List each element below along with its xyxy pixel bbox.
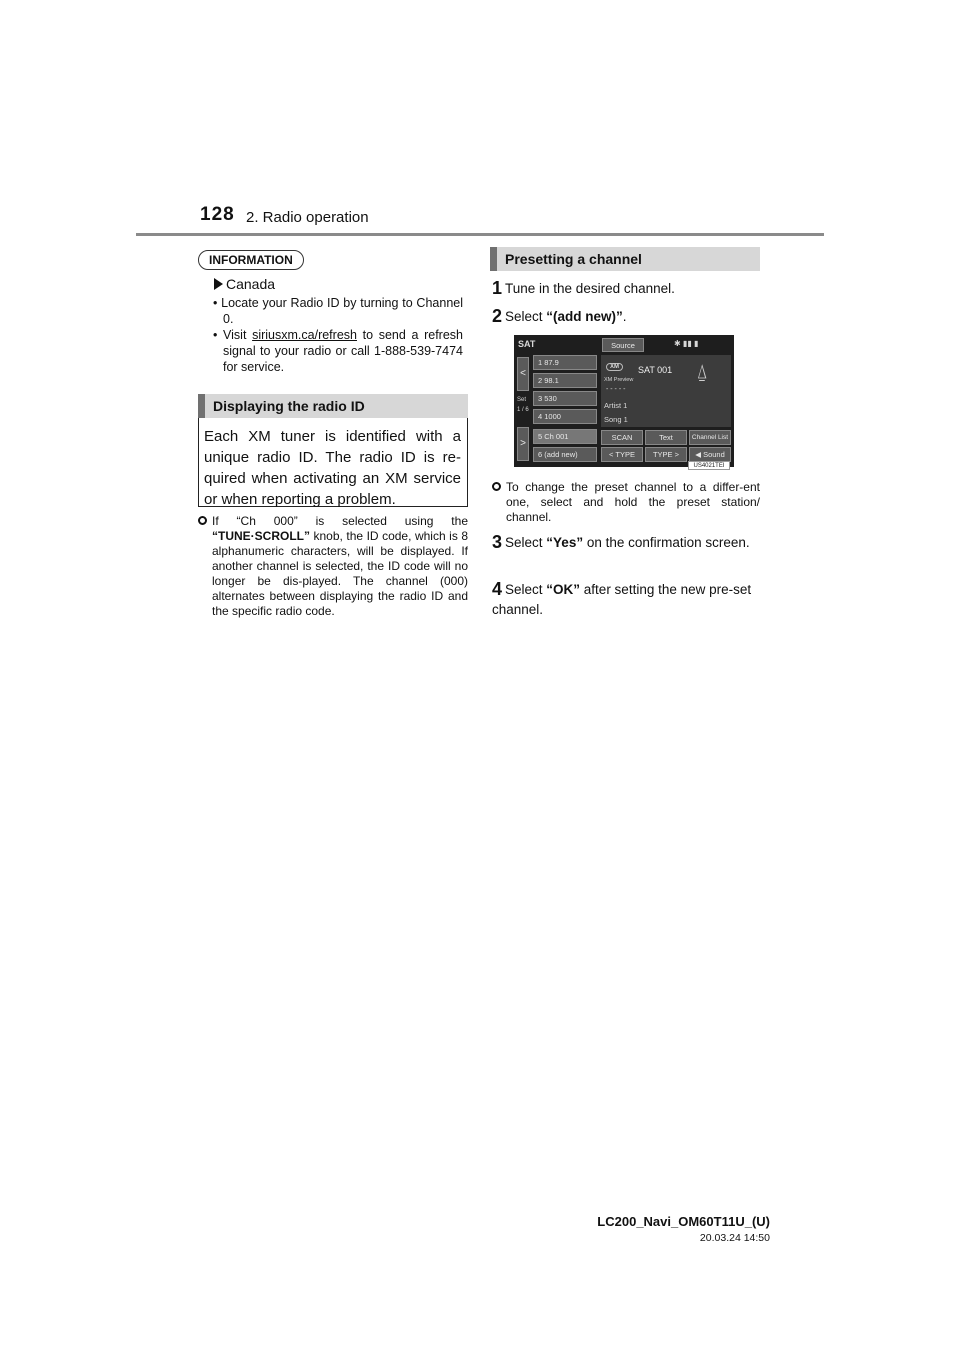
preset-button-2[interactable]: 2 98.1 bbox=[533, 373, 597, 388]
radio-screen bbox=[514, 335, 734, 467]
sound-button[interactable]: ◀ Sound bbox=[689, 447, 731, 462]
scan-button[interactable]: SCAN bbox=[601, 430, 643, 445]
region-heading bbox=[214, 276, 275, 292]
note-text bbox=[198, 514, 468, 619]
song-name: Song 1 bbox=[604, 415, 628, 424]
screen-title: SAT bbox=[518, 339, 536, 349]
step-text: on the confirmation screen. bbox=[583, 535, 750, 550]
preset-button-4[interactable]: 4 1000 bbox=[533, 409, 597, 424]
step-text: Tune in the desired channel. bbox=[505, 281, 675, 296]
step-1 bbox=[492, 278, 760, 299]
triangle-bullet-icon bbox=[214, 278, 223, 290]
step-number: 2 bbox=[492, 306, 503, 326]
note-text-part: If “Ch 000” is selected using the bbox=[212, 514, 468, 528]
xm-preview-label: XM Preview bbox=[604, 377, 634, 383]
preset-next-button[interactable]: > bbox=[517, 427, 529, 461]
information-bullets bbox=[213, 295, 463, 375]
timestamp: 20.03.24 14:50 bbox=[699, 1232, 770, 1244]
circle-bullet-icon bbox=[492, 482, 501, 491]
channel-list-button[interactable]: Channel List bbox=[689, 430, 731, 445]
radio-id-description-box: Each XM tuner is identified with a unique radio ID. The radio ID is re-quired when activating an XM service or when reporting a problem. bbox=[198, 418, 468, 507]
refresh-link[interactable]: siriusxm.ca/refresh bbox=[252, 328, 357, 342]
header-rule bbox=[136, 233, 824, 236]
step-number: 3 bbox=[492, 532, 503, 552]
add-new-label: “(add new)” bbox=[546, 309, 623, 324]
preset-button-6-add-new[interactable]: 6 (add new) bbox=[533, 447, 597, 462]
set-label: Set bbox=[517, 397, 527, 403]
type-prev-button[interactable]: < TYPE bbox=[601, 447, 643, 462]
station-name: SAT 001 bbox=[638, 365, 673, 375]
step-text: after setting the new pre-set channel. bbox=[492, 582, 752, 617]
source-button[interactable]: Source bbox=[602, 338, 644, 352]
document-id: LC200_Navi_OM60T11U_(U) bbox=[597, 1214, 770, 1229]
type-next-button[interactable]: TYPE > bbox=[645, 447, 687, 462]
information-block bbox=[198, 250, 468, 374]
step-2 bbox=[492, 306, 760, 327]
displaying-radio-id-heading: Displaying the radio ID bbox=[198, 394, 468, 418]
text-button[interactable]: Text bbox=[645, 430, 687, 445]
set-page: 1 / 6 bbox=[517, 407, 529, 413]
circle-bullet-icon bbox=[198, 516, 207, 525]
preset-change-note bbox=[492, 480, 760, 525]
note-text: To change the preset channel to a differ-ent one, select and hold the preset station/ channel. bbox=[506, 480, 760, 524]
information-bullet bbox=[213, 327, 463, 375]
step-text: Select bbox=[505, 582, 547, 597]
radio-id-note bbox=[198, 514, 468, 619]
step-number: 4 bbox=[492, 579, 503, 599]
bullet-text: • Visit bbox=[213, 328, 253, 342]
section-title: 2. Radio operation bbox=[246, 209, 369, 226]
preset-prev-button[interactable]: < bbox=[517, 357, 529, 391]
artist-name: Artist 1 bbox=[604, 401, 628, 410]
step-text: Select bbox=[505, 535, 547, 550]
yes-label: “Yes” bbox=[546, 535, 584, 550]
presetting-channel-heading: Presetting a channel bbox=[490, 247, 760, 271]
region-label: Canada bbox=[226, 276, 276, 292]
step-text: Select bbox=[505, 309, 547, 324]
image-code: US4021TEI bbox=[688, 461, 730, 470]
xm-logo: XM bbox=[606, 363, 623, 371]
antenna-signal-icon: ⍙ bbox=[696, 361, 708, 383]
information-label: INFORMATION bbox=[198, 250, 304, 270]
page-footer bbox=[597, 1214, 770, 1244]
page-number: 128 bbox=[200, 204, 235, 225]
step-4 bbox=[492, 579, 760, 620]
dashes: - - - - - bbox=[606, 386, 626, 393]
preset-button-1[interactable]: 1 87.9 bbox=[533, 355, 597, 370]
note-text-part: knob, the ID code, which is 8 alphanumeric characters, will be displayed. If another channel is selected, the ID code will no longer be dis-played. The channel (000) alternates between displaying the radio ID and the specific radio code. bbox=[212, 529, 468, 618]
preset-button-3[interactable]: 3 530 bbox=[533, 391, 597, 406]
ok-label: “OK” bbox=[546, 582, 581, 597]
tune-scroll-knob-label: “TUNE·SCROLL” bbox=[212, 529, 310, 543]
step-3 bbox=[492, 532, 760, 553]
step-number: 1 bbox=[492, 278, 503, 298]
bullet-text: to send a refresh signal to your radio or call 1-888-539-7474 for service. bbox=[223, 328, 464, 374]
information-bullet: • Locate your Radio ID by turning to Channel 0. bbox=[213, 296, 463, 326]
preset-button-5[interactable]: 5 Ch 001 bbox=[533, 429, 597, 444]
status-icons: ✱ ▮▮ ▮ bbox=[674, 339, 699, 348]
step-text: . bbox=[622, 309, 627, 324]
